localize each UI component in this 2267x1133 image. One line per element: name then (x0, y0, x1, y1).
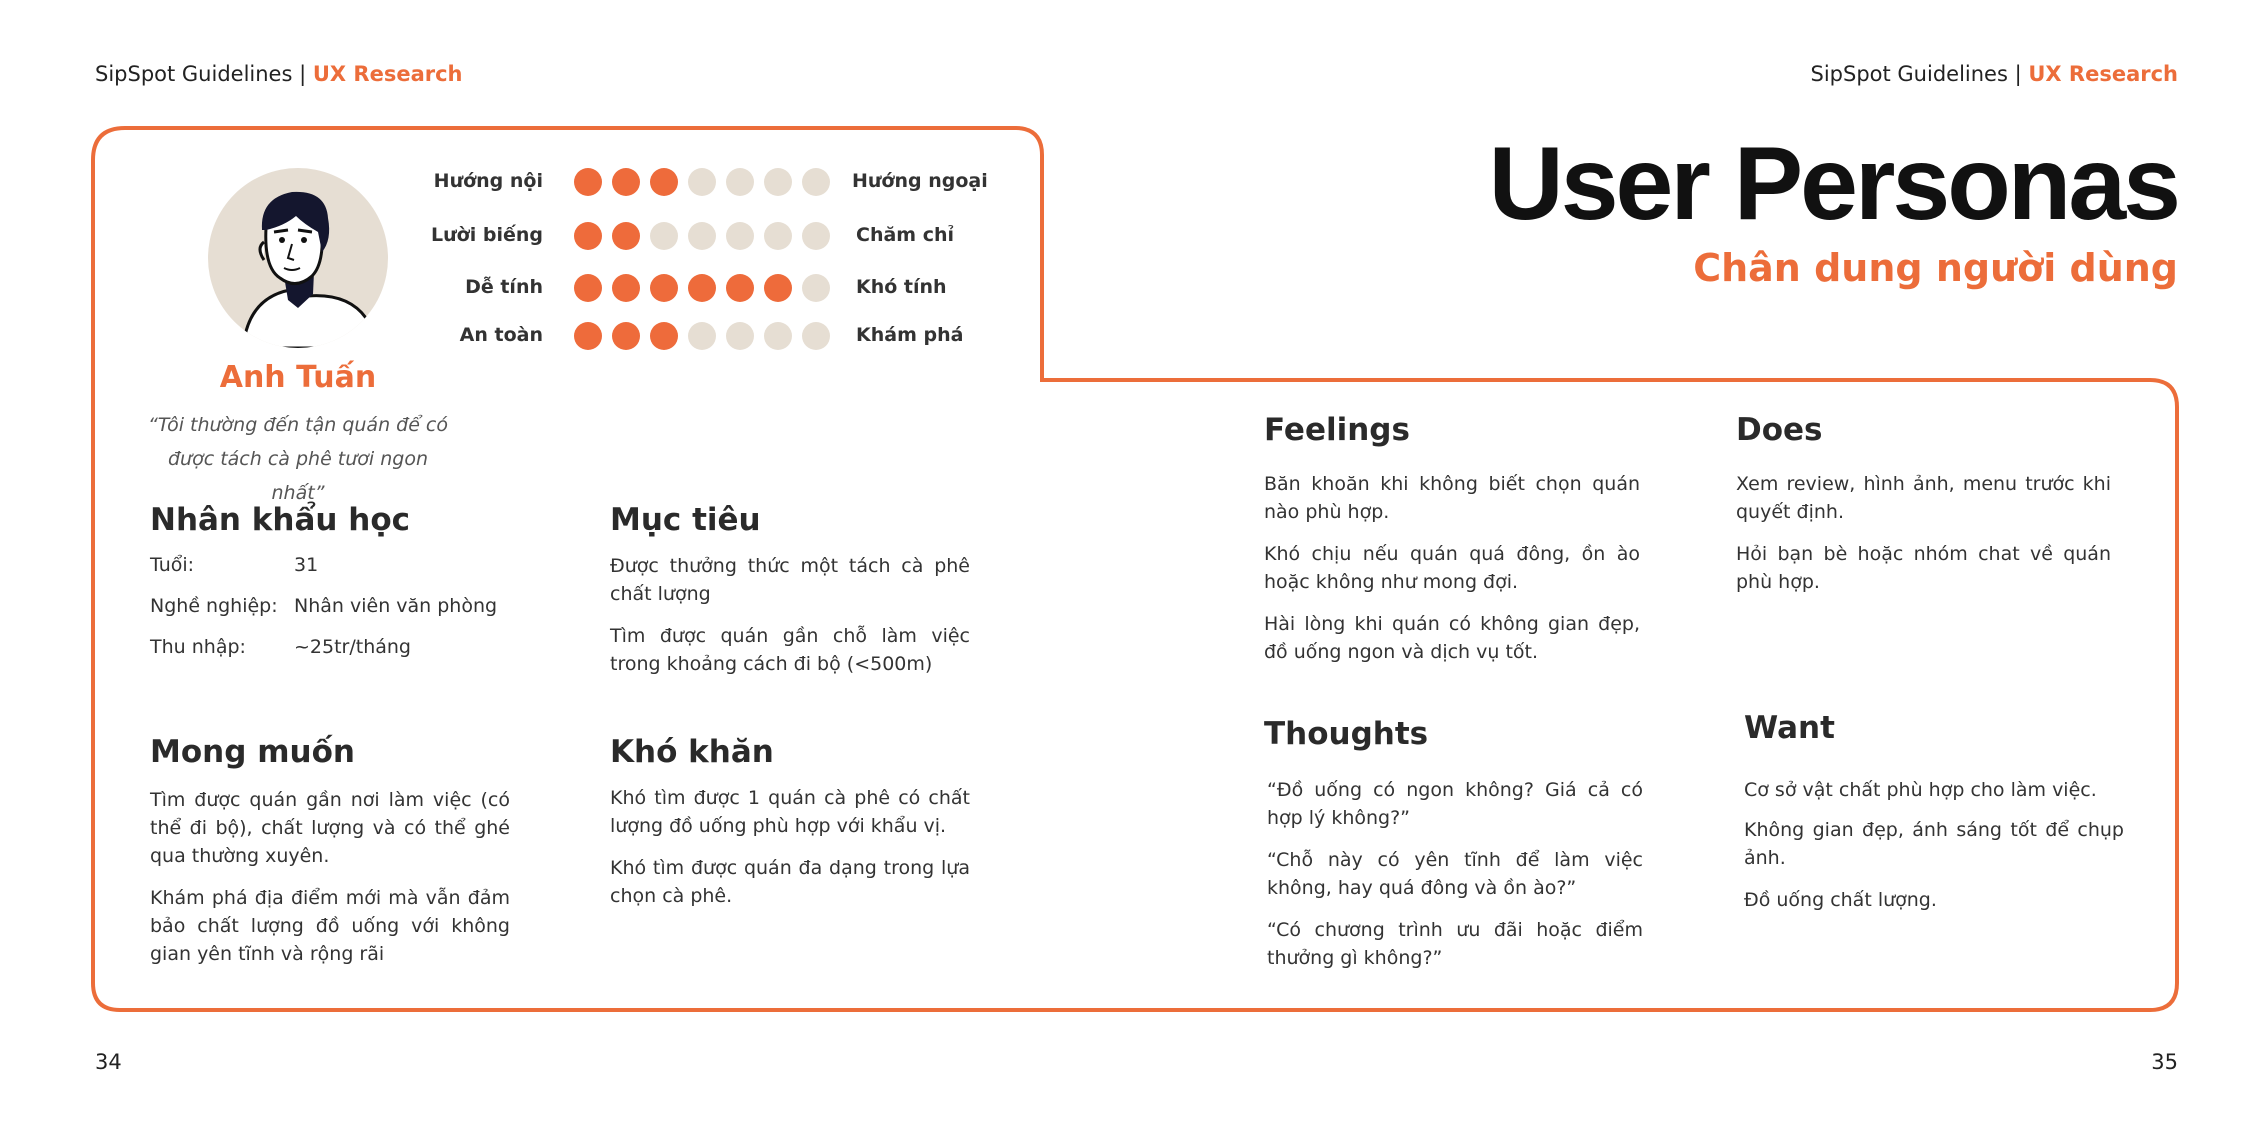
thought-item: “Có chương trình ưu đãi hoặc điểm thưởng gì không?” (1267, 919, 1643, 969)
page-title: User Personas (1488, 126, 2178, 242)
page-number-left: 34 (95, 1050, 122, 1074)
trait-dot-filled (650, 168, 678, 196)
trait-dot-empty (688, 168, 716, 196)
desire-item: Tìm được quán gần nơi làm việc (có thể đi bộ), chất lượng và có thể ghé qua thường xuyên. (150, 789, 510, 867)
goals-title: Mục tiêu (610, 502, 761, 538)
trait-dot-empty (764, 222, 792, 250)
trait-dot-empty (726, 168, 754, 196)
persona-avatar (208, 168, 388, 348)
feeling-item: Băn khoăn khi không biết chọn quán nào phù hợp. (1264, 473, 1640, 523)
trait-left-label: Hướng nội (433, 170, 543, 192)
trait-right-label: Hướng ngoại (852, 170, 988, 192)
goal-item: Tìm được quán gần chỗ làm việc trong khoảng cách đi bộ (<500m) (610, 625, 970, 675)
does-item: Xem review, hình ảnh, menu trước khi quyết định. (1736, 473, 2111, 523)
trait-dot-empty (688, 222, 716, 250)
want-item: Cơ sở vật chất phù hợp cho làm việc. (1744, 779, 2097, 801)
trait-dot-filled (574, 274, 602, 302)
trait-dot-empty (802, 274, 830, 302)
page-subtitle: Chân dung người dùng (1693, 246, 2178, 290)
trait-dot-filled (726, 274, 754, 302)
header-right: SipSpot Guidelines | UX Research (1810, 62, 2178, 86)
trait-dot-empty (688, 322, 716, 350)
trait-left-label: An toàn (459, 324, 543, 346)
feeling-item: Hài lòng khi quán có không gian đẹp, đồ uống ngon và dịch vụ tốt. (1264, 613, 1640, 663)
persona-name: Anh Tuấn (219, 360, 377, 395)
header-left: SipSpot Guidelines | UX Research (95, 62, 463, 86)
want-item: Đồ uống chất lượng. (1744, 889, 1937, 911)
desire-item: Khám phá địa điểm mới mà vẫn đảm bảo chất lượng đồ uống với không gian yên tĩnh và rộng rãi (150, 887, 510, 965)
trait-dot-empty (650, 222, 678, 250)
trait-dot-empty (726, 322, 754, 350)
demographics-title: Nhân khẩu học (150, 502, 411, 538)
feelings-title: Feelings (1264, 412, 1410, 448)
trait-dot-filled (650, 274, 678, 302)
trait-dot-empty (802, 222, 830, 250)
trait-dot-empty (802, 322, 830, 350)
trait-dot-filled (612, 168, 640, 196)
persona-quote: “Tôi thường đến tận quán để có được tách cà phê tươi ngon nhất” (147, 414, 449, 504)
trait-right-label: Chăm chỉ (856, 224, 955, 246)
age-value: 31 (294, 554, 319, 576)
trait-dot-empty (726, 222, 754, 250)
trait-dot-filled (688, 274, 716, 302)
age-label: Tuổi: (150, 554, 195, 576)
trait-dot-filled (574, 222, 602, 250)
trait-dot-empty (802, 168, 830, 196)
difficulties-title: Khó khăn (610, 734, 774, 770)
trait-left-label: Dễ tính (465, 276, 543, 298)
page-number-right: 35 (2151, 1050, 2178, 1074)
occupation-value: Nhân viên văn phòng (294, 595, 498, 617)
trait-scale (574, 222, 830, 250)
trait-dot-empty (764, 168, 792, 196)
feeling-item: Khó chịu nếu quán quá đông, ồn ào hoặc không như mong đợi. (1264, 543, 1640, 593)
goal-item: Được thưởng thức một tách cà phê chất lượng (610, 555, 970, 605)
does-title: Does (1736, 412, 1823, 448)
trait-dot-filled (612, 222, 640, 250)
trait-dot-filled (612, 322, 640, 350)
difficulty-item: Khó tìm được quán đa dạng trong lựa chọn cà phê. (610, 857, 970, 907)
trait-right-label: Khó tính (856, 276, 947, 298)
trait-left-label: Lười biếng (431, 224, 543, 246)
income-label: Thu nhập: (150, 636, 246, 658)
trait-dot-filled (612, 274, 640, 302)
thoughts-title: Thoughts (1264, 716, 1429, 752)
difficulty-item: Khó tìm được 1 quán cà phê có chất lượng đồ uống phù hợp với khẩu vị. (610, 787, 970, 837)
want-item: Không gian đẹp, ánh sáng tốt để chụp ảnh. (1744, 819, 2124, 869)
income-value: ~25tr/tháng (294, 636, 411, 658)
trait-right-label: Khám phá (856, 324, 964, 346)
trait-dot-filled (764, 274, 792, 302)
does-item: Hỏi bạn bè hoặc nhóm chat về quán phù hợp. (1736, 543, 2111, 593)
trait-dot-filled (574, 168, 602, 196)
desires-title: Mong muốn (150, 734, 355, 770)
person-illustration-icon (208, 168, 388, 348)
trait-dot-filled (650, 322, 678, 350)
occupation-label: Nghề nghiệp: (150, 595, 278, 617)
trait-scale (574, 168, 830, 196)
trait-scale (574, 274, 830, 302)
trait-dot-filled (574, 322, 602, 350)
trait-dot-empty (764, 322, 792, 350)
trait-scale (574, 322, 830, 350)
want-title: Want (1744, 710, 1835, 746)
thought-item: “Đồ uống có ngon không? Giá cả có hợp lý không?” (1267, 779, 1643, 829)
thought-item: “Chỗ này có yên tĩnh để làm việc không, hay quá đông và ồn ào?” (1267, 849, 1643, 899)
